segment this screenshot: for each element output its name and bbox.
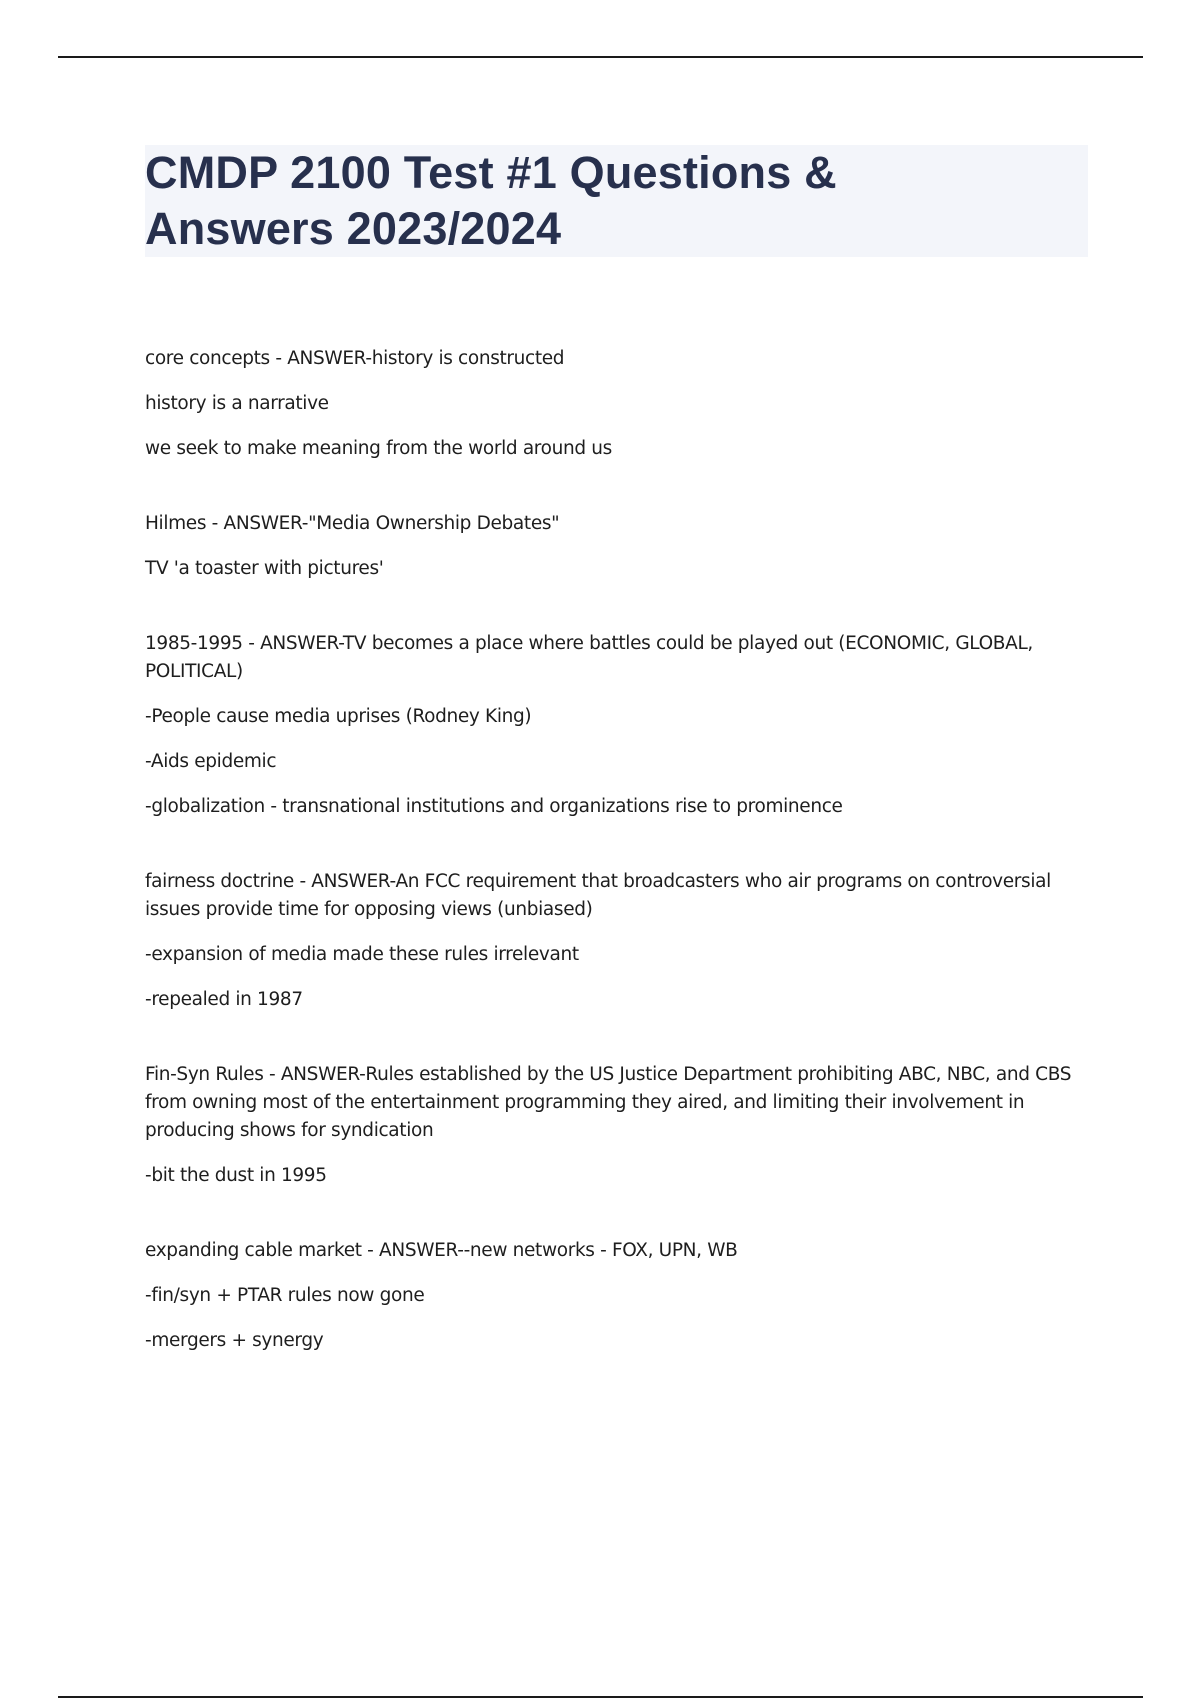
title-box [145, 145, 1088, 257]
qa-item-fairness-doctrine [145, 868, 1090, 1014]
qa-item-fin-syn-rules [145, 1061, 1090, 1190]
qa-item-hilmes [145, 510, 1090, 583]
document-title [145, 145, 1088, 257]
bottom-rule [58, 1696, 1143, 1698]
qa-line: core concepts - ANSWER-history is constructed [145, 348, 565, 369]
qa-line: TV 'a toaster with pictures' [145, 558, 384, 579]
qa-line: fairness doctrine - ANSWER-An FCC requirement that broadcasters who air programs on controversial issues provide time for opposing views (unbiased) [145, 871, 1051, 920]
qa-line: expanding cable market - ANSWER--new networks - FOX, UPN, WB [145, 1240, 738, 1261]
qa-line: -People cause media uprises (Rodney King) [145, 706, 532, 727]
qa-line: we seek to make meaning from the world around us [145, 438, 612, 459]
qa-item-expanding-cable-market [145, 1237, 1090, 1355]
qa-line: -repealed in 1987 [145, 989, 303, 1010]
qa-list [145, 345, 1090, 1402]
qa-line: history is a narrative [145, 393, 329, 414]
qa-line: -bit the dust in 1995 [145, 1165, 327, 1186]
qa-line: -expansion of media made these rules irrelevant [145, 944, 579, 965]
qa-line: -fin/syn + PTAR rules now gone [145, 1285, 425, 1306]
qa-line: -globalization - transnational institutions and organizations rise to prominence [145, 796, 843, 817]
qa-line: Fin-Syn Rules - ANSWER-Rules established by the US Justice Department prohibiting ABC, NBC, and CBS from owning most of the entertainment programming they aired, and limiting their involvement in producing shows for syndication [145, 1064, 1072, 1141]
title-line-2: Answers 2023/2024 [145, 203, 562, 254]
qa-line: Hilmes - ANSWER-"Media Ownership Debates" [145, 513, 560, 534]
title-line-1: CMDP 2100 Test #1 Questions & [145, 147, 837, 198]
qa-line: -Aids epidemic [145, 751, 277, 772]
top-rule [58, 56, 1143, 58]
qa-line: -mergers + synergy [145, 1330, 324, 1351]
qa-item-core-concepts [145, 345, 1090, 463]
qa-item-1985-1995 [145, 630, 1090, 821]
qa-line: 1985-1995 - ANSWER-TV becomes a place where battles could be played out (ECONOMIC, GLOBAL, POLITICAL) [145, 633, 1033, 682]
